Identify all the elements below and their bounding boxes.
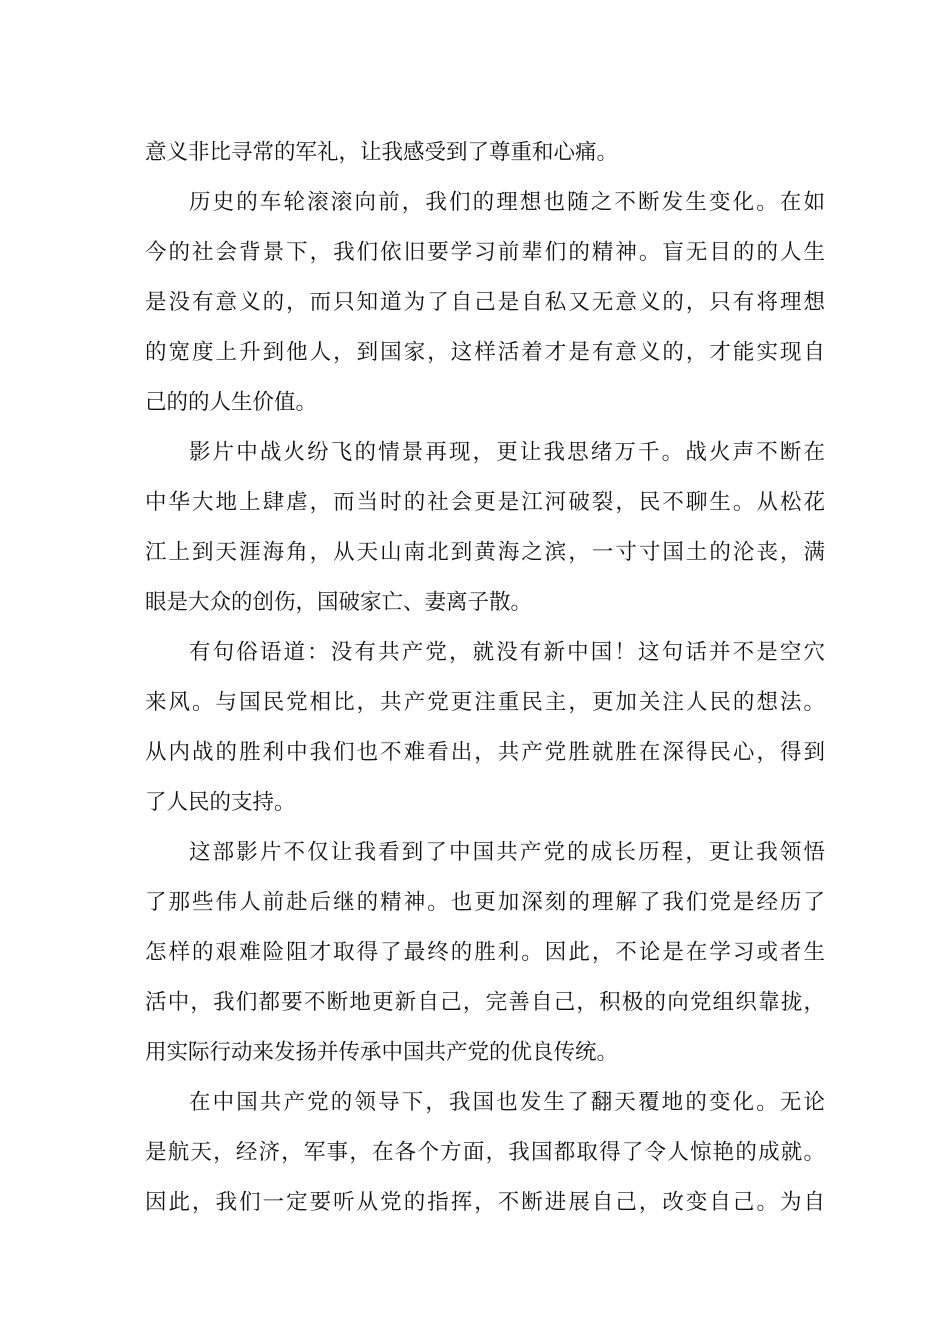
text-line: 是航天，经济，军事，在各个方面，我国都取得了令人惊艳的成就。: [145, 1140, 825, 1165]
text-line: 在中国共产党的领导下，我国也发生了翻天覆地的变化。无论: [189, 1090, 825, 1115]
text-line: 影片中战火纷飞的情景再现，更让我思绪万千。战火声不断在: [189, 440, 825, 465]
text-line: 的宽度上升到他人，到国家，这样活着才是有意义的，才能实现自: [145, 340, 825, 365]
text-line: 己的的人生价值。: [145, 390, 318, 415]
text-line: 意义非比寻常的军礼，让我感受到了尊重和心痛。: [145, 140, 619, 165]
text-line: 了人民的支持。: [145, 790, 296, 815]
text-line: 中华大地上肆虐，而当时的社会更是江河破裂，民不聊生。从松花: [145, 490, 825, 515]
text-line: 江上到天涯海角，从天山南北到黄海之滨，一寸寸国土的沦丧，满: [145, 540, 825, 565]
text-line: 这部影片不仅让我看到了中国共产党的成长历程，更让我领悟: [189, 840, 825, 865]
text-line: 眼是大众的创伤，国破家亡、妻离子散。: [145, 590, 533, 615]
text-line: 有句俗语道：没有共产党，就没有新中国！这句话并不是空穴: [189, 640, 825, 665]
text-line: 怎样的艰难险阻才取得了最终的胜利。因此，不论是在学习或者生: [145, 940, 825, 965]
text-line: 了那些伟人前赴后继的精神。也更加深刻的理解了我们党是经历了: [145, 890, 825, 915]
text-line: 用实际行动来发扬并传承中国共产党的优良传统。: [145, 1040, 619, 1065]
document-body: [145, 128, 825, 1228]
text-line: 是没有意义的，而只知道为了自己是自私又无意义的，只有将理想: [145, 290, 825, 315]
text-line: 因此，我们一定要听从党的指挥，不断进展自己，改变自己。为自: [145, 1190, 825, 1215]
text-line: 来风。与国民党相比，共产党更注重民主，更加关注人民的想法。: [145, 690, 825, 715]
text-line: 历史的车轮滚滚向前，我们的理想也随之不断发生变化。在如: [189, 190, 825, 215]
text-line: 今的社会背景下，我们依旧要学习前辈们的精神。盲无目的的人生: [145, 240, 825, 265]
text-line: 活中，我们都要不断地更新自己，完善自己，积极的向党组织靠拢，: [145, 990, 825, 1015]
text-line: 从内战的胜利中我们也不难看出，共产党胜就胜在深得民心，得到: [145, 740, 825, 765]
